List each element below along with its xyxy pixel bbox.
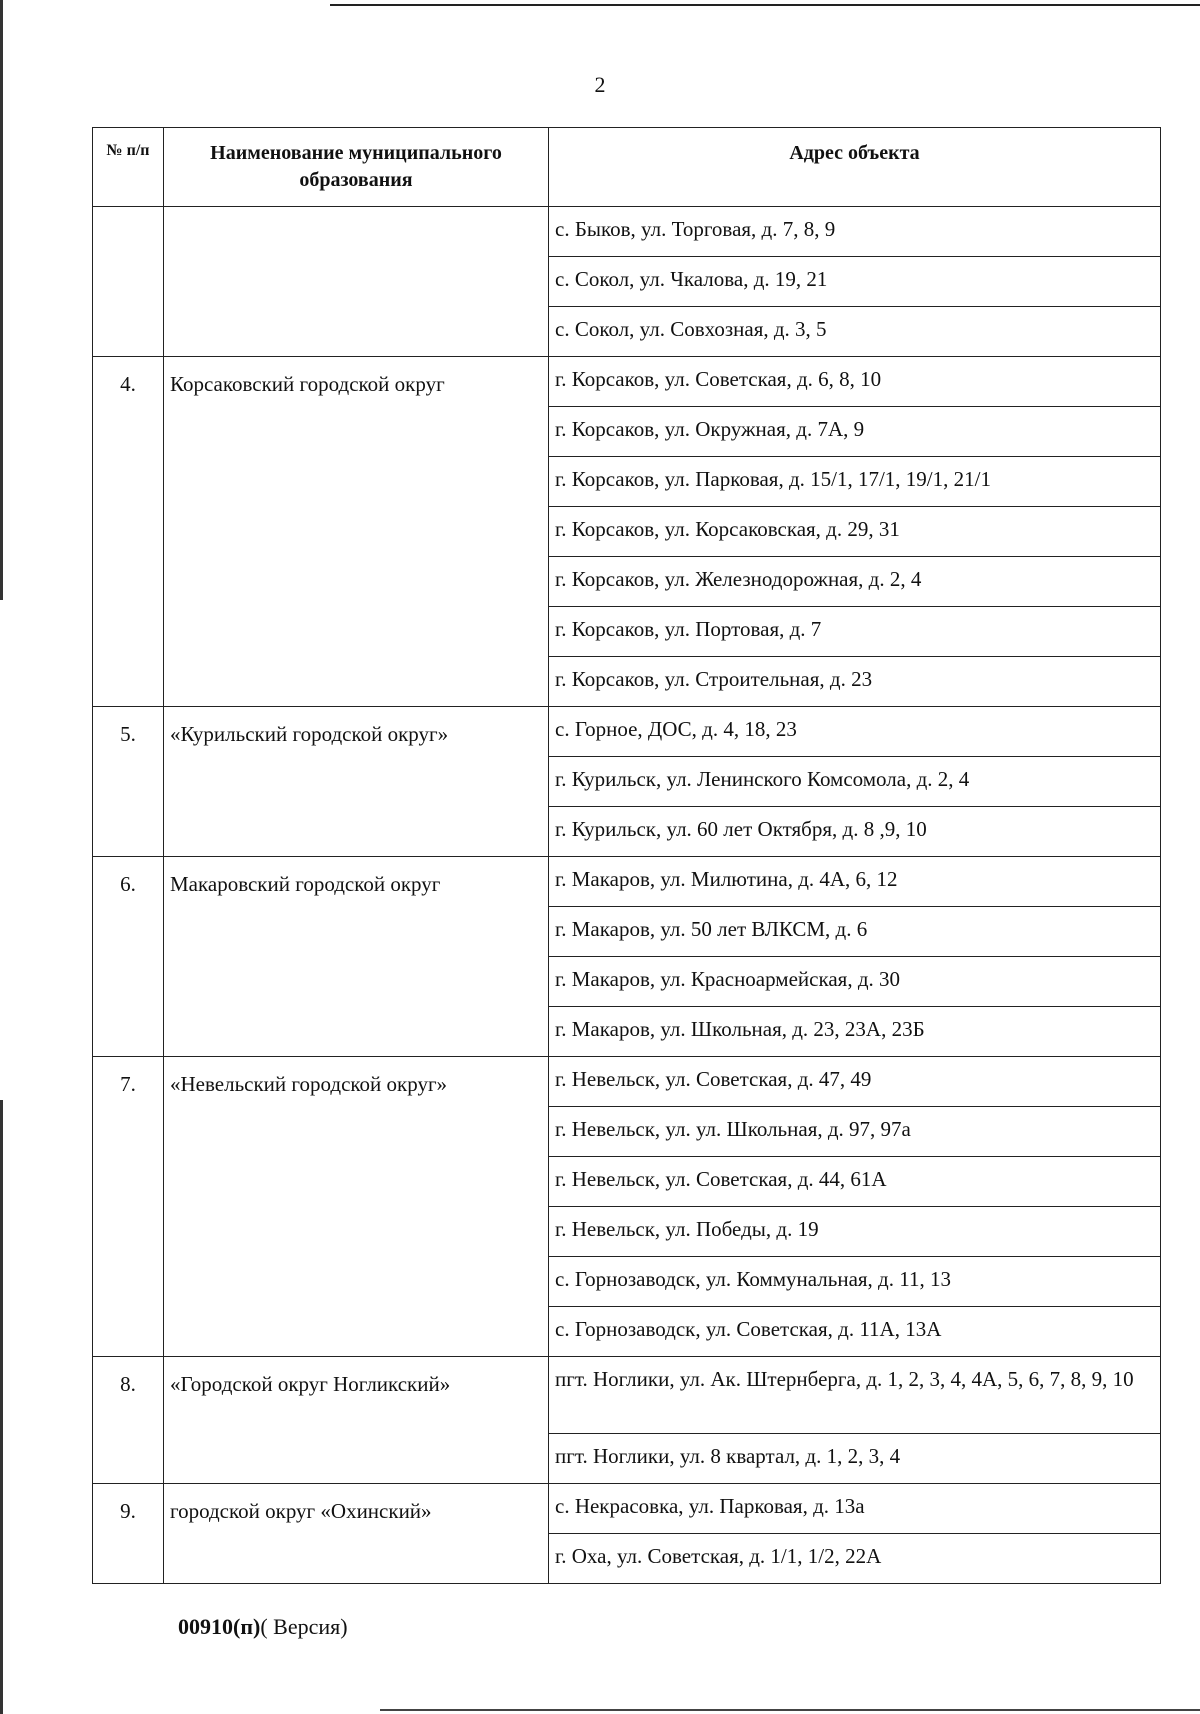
object-address: г. Макаров, ул. 50 лет ВЛКСМ, д. 6	[549, 907, 1161, 957]
row-number: 4.	[93, 357, 164, 707]
object-address: с. Сокол, ул. Чкалова, д. 19, 21	[549, 257, 1161, 307]
table-row	[93, 707, 1161, 757]
header-num: № п/п	[93, 128, 164, 207]
object-address: с. Горнозаводск, ул. Советская, д. 11А, 13А	[549, 1307, 1161, 1357]
object-address: г. Макаров, ул. Школьная, д. 23, 23А, 23Б	[549, 1007, 1161, 1057]
table-row	[93, 1057, 1161, 1107]
object-address: с. Горнозаводск, ул. Коммунальная, д. 11, 13	[549, 1257, 1161, 1307]
table-body	[93, 207, 1161, 1584]
object-address: г. Невельск, ул. Советская, д. 44, 61А	[549, 1157, 1161, 1207]
document-version: ( Версия)	[260, 1614, 348, 1639]
municipality-name: «Городской округ Ногликский»	[164, 1357, 549, 1484]
object-address: пгт. Ноглики, ул. 8 квартал, д. 1, 2, 3, 4	[549, 1434, 1161, 1484]
municipality-name	[164, 207, 549, 357]
page-number: 2	[594, 72, 606, 97]
object-address: г. Корсаков, ул. Советская, д. 6, 8, 10	[549, 357, 1161, 407]
municipality-name: Макаровский городской округ	[164, 857, 549, 1057]
document-code: 00910(п)	[178, 1614, 261, 1639]
scan-edge-bottom	[380, 1709, 1200, 1711]
object-address: г. Макаров, ул. Милютина, д. 4А, 6, 12	[549, 857, 1161, 907]
address-table	[92, 127, 1161, 1584]
row-number: 5.	[93, 707, 164, 857]
municipality-name: Корсаковский городской округ	[164, 357, 549, 707]
object-address: г. Курильск, ул. Ленинского Комсомола, д. 2, 4	[549, 757, 1161, 807]
object-address: пгт. Ноглики, ул. Ак. Штернберга, д. 1, 2, 3, 4, 4А, 5, 6, 7, 8, 9, 10	[549, 1357, 1161, 1434]
object-address: г. Макаров, ул. Красноармейская, д. 30	[549, 957, 1161, 1007]
object-address: с. Быков, ул. Торговая, д. 7, 8, 9	[549, 207, 1161, 257]
table-header-row	[93, 128, 1161, 207]
object-address: г. Корсаков, ул. Корсаковская, д. 29, 31	[549, 507, 1161, 557]
object-address: г. Корсаков, ул. Портовая, д. 7	[549, 607, 1161, 657]
object-address: г. Корсаков, ул. Строительная, д. 23	[549, 657, 1161, 707]
municipality-name: «Невельский городской округ»	[164, 1057, 549, 1357]
object-address: г. Курильск, ул. 60 лет Октября, д. 8 ,9, 10	[549, 807, 1161, 857]
object-address: г. Корсаков, ул. Окружная, д. 7А, 9	[549, 407, 1161, 457]
municipality-name: городской округ «Охинский»	[164, 1484, 549, 1584]
row-number: 9.	[93, 1484, 164, 1584]
object-address: с. Некрасовка, ул. Парковая, д. 13а	[549, 1484, 1161, 1534]
table-row	[93, 1484, 1161, 1534]
table-row	[93, 357, 1161, 407]
scan-edge-left-lower	[0, 1100, 3, 1714]
row-number: 6.	[93, 857, 164, 1057]
header-name: Наименование муниципального образования	[164, 128, 549, 207]
row-number	[93, 207, 164, 357]
table-row	[93, 1357, 1161, 1434]
table-row	[93, 857, 1161, 907]
object-address: с. Горное, ДОС, д. 4, 18, 23	[549, 707, 1161, 757]
header-address: Адрес объекта	[549, 128, 1161, 207]
object-address: г. Корсаков, ул. Парковая, д. 15/1, 17/1, 19/1, 21/1	[549, 457, 1161, 507]
object-address: г. Оха, ул. Советская, д. 1/1, 1/2, 22А	[549, 1534, 1161, 1584]
municipality-name: «Курильский городской округ»	[164, 707, 549, 857]
object-address: г. Корсаков, ул. Железнодорожная, д. 2, 4	[549, 557, 1161, 607]
object-address: г. Невельск, ул. ул. Школьная, д. 97, 97а	[549, 1107, 1161, 1157]
scan-edge-top	[330, 4, 1200, 6]
object-address: г. Невельск, ул. Победы, д. 19	[549, 1207, 1161, 1257]
document-footer	[178, 1614, 348, 1640]
row-number: 8.	[93, 1357, 164, 1484]
row-number: 7.	[93, 1057, 164, 1357]
object-address: с. Сокол, ул. Совхозная, д. 3, 5	[549, 307, 1161, 357]
table-row	[93, 207, 1161, 257]
object-address: г. Невельск, ул. Советская, д. 47, 49	[549, 1057, 1161, 1107]
